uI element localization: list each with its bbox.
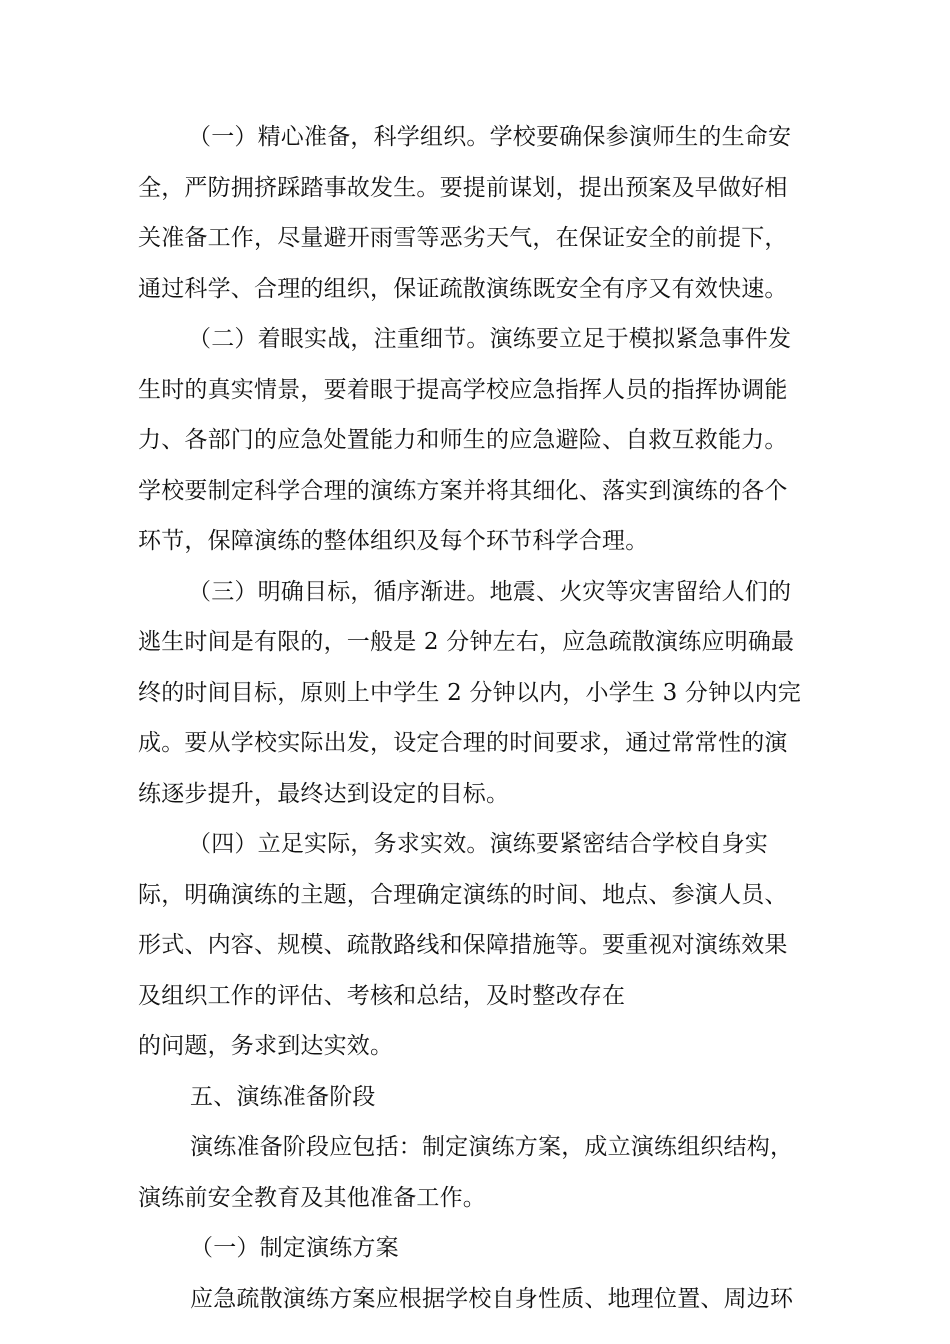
text-line: 应急疏散演练方案应根据学校自身性质、地理位置、周边环: [190, 1285, 794, 1312]
text-line: 关准备工作，尽量避开雨雪等恶劣天气，在保证安全的前提下，: [138, 225, 788, 251]
text-line: 及组织工作的评估、考核和总结，及时整改存在: [138, 982, 626, 1009]
text-line: 演练前安全教育及其他准备工作。: [138, 1184, 486, 1211]
text-line: （一）精心准备，科学组织。学校要确保参演师生的生命安: [188, 124, 792, 150]
text-line: 全，严防拥挤踩踏事故发生。要提前谋划，提出预案及早做好相: [138, 174, 788, 201]
subsection-heading: （一）制定演练方案: [190, 1235, 399, 1261]
text-line: 环节，保障演练的整体组织及每个环节科学合理。: [138, 528, 649, 554]
text-line: （四）立足实际，务求实效。演练要紧密结合学校自身实: [188, 831, 768, 857]
document-body: [138, 112, 838, 1324]
text-line: 演练准备阶段应包括：制定演练方案，成立演练组织结构，: [190, 1134, 794, 1160]
text-line: （三）明确目标，循序渐进。地震、火灾等灾害留给人们的: [188, 578, 792, 605]
text-line: 终的时间目标，原则上中学生 2 分钟以内，小学生 3 分钟以内完: [138, 679, 801, 706]
section-heading: 五、演练准备阶段: [190, 1083, 376, 1110]
text-line: 练逐步提升，最终达到设定的目标。: [138, 780, 510, 807]
text-line: 的问题，务求到达实效。: [138, 1033, 394, 1059]
text-line: 通过科学、合理的组织，保证疏散演练既安全有序又有效快速。: [138, 275, 788, 302]
text-line: 形式、内容、规模、疏散路线和保障措施等。要重视对演练效果: [138, 932, 788, 958]
text-line: 逃生时间是有限的，一般是 2 分钟左右，应急疏散演练应明确最: [138, 629, 795, 655]
text-line: （二）着眼实战，注重细节。演练要立足于模拟紧急事件发: [188, 326, 792, 352]
text-line: 学校要制定科学合理的演练方案并将其细化、落实到演练的各个: [138, 477, 788, 504]
text-line: 际，明确演练的主题，合理确定演练的时间、地点、参演人员、: [138, 881, 788, 908]
text-line: 力、各部门的应急处置能力和师生的应急避险、自救互救能力。: [138, 427, 788, 453]
text-line: 生时的真实情景，要着眼于提高学校应急指挥人员的指挥协调能: [138, 376, 788, 403]
text-line: 成。要从学校实际出发，设定合理的时间要求，通过常常性的演: [138, 730, 788, 756]
